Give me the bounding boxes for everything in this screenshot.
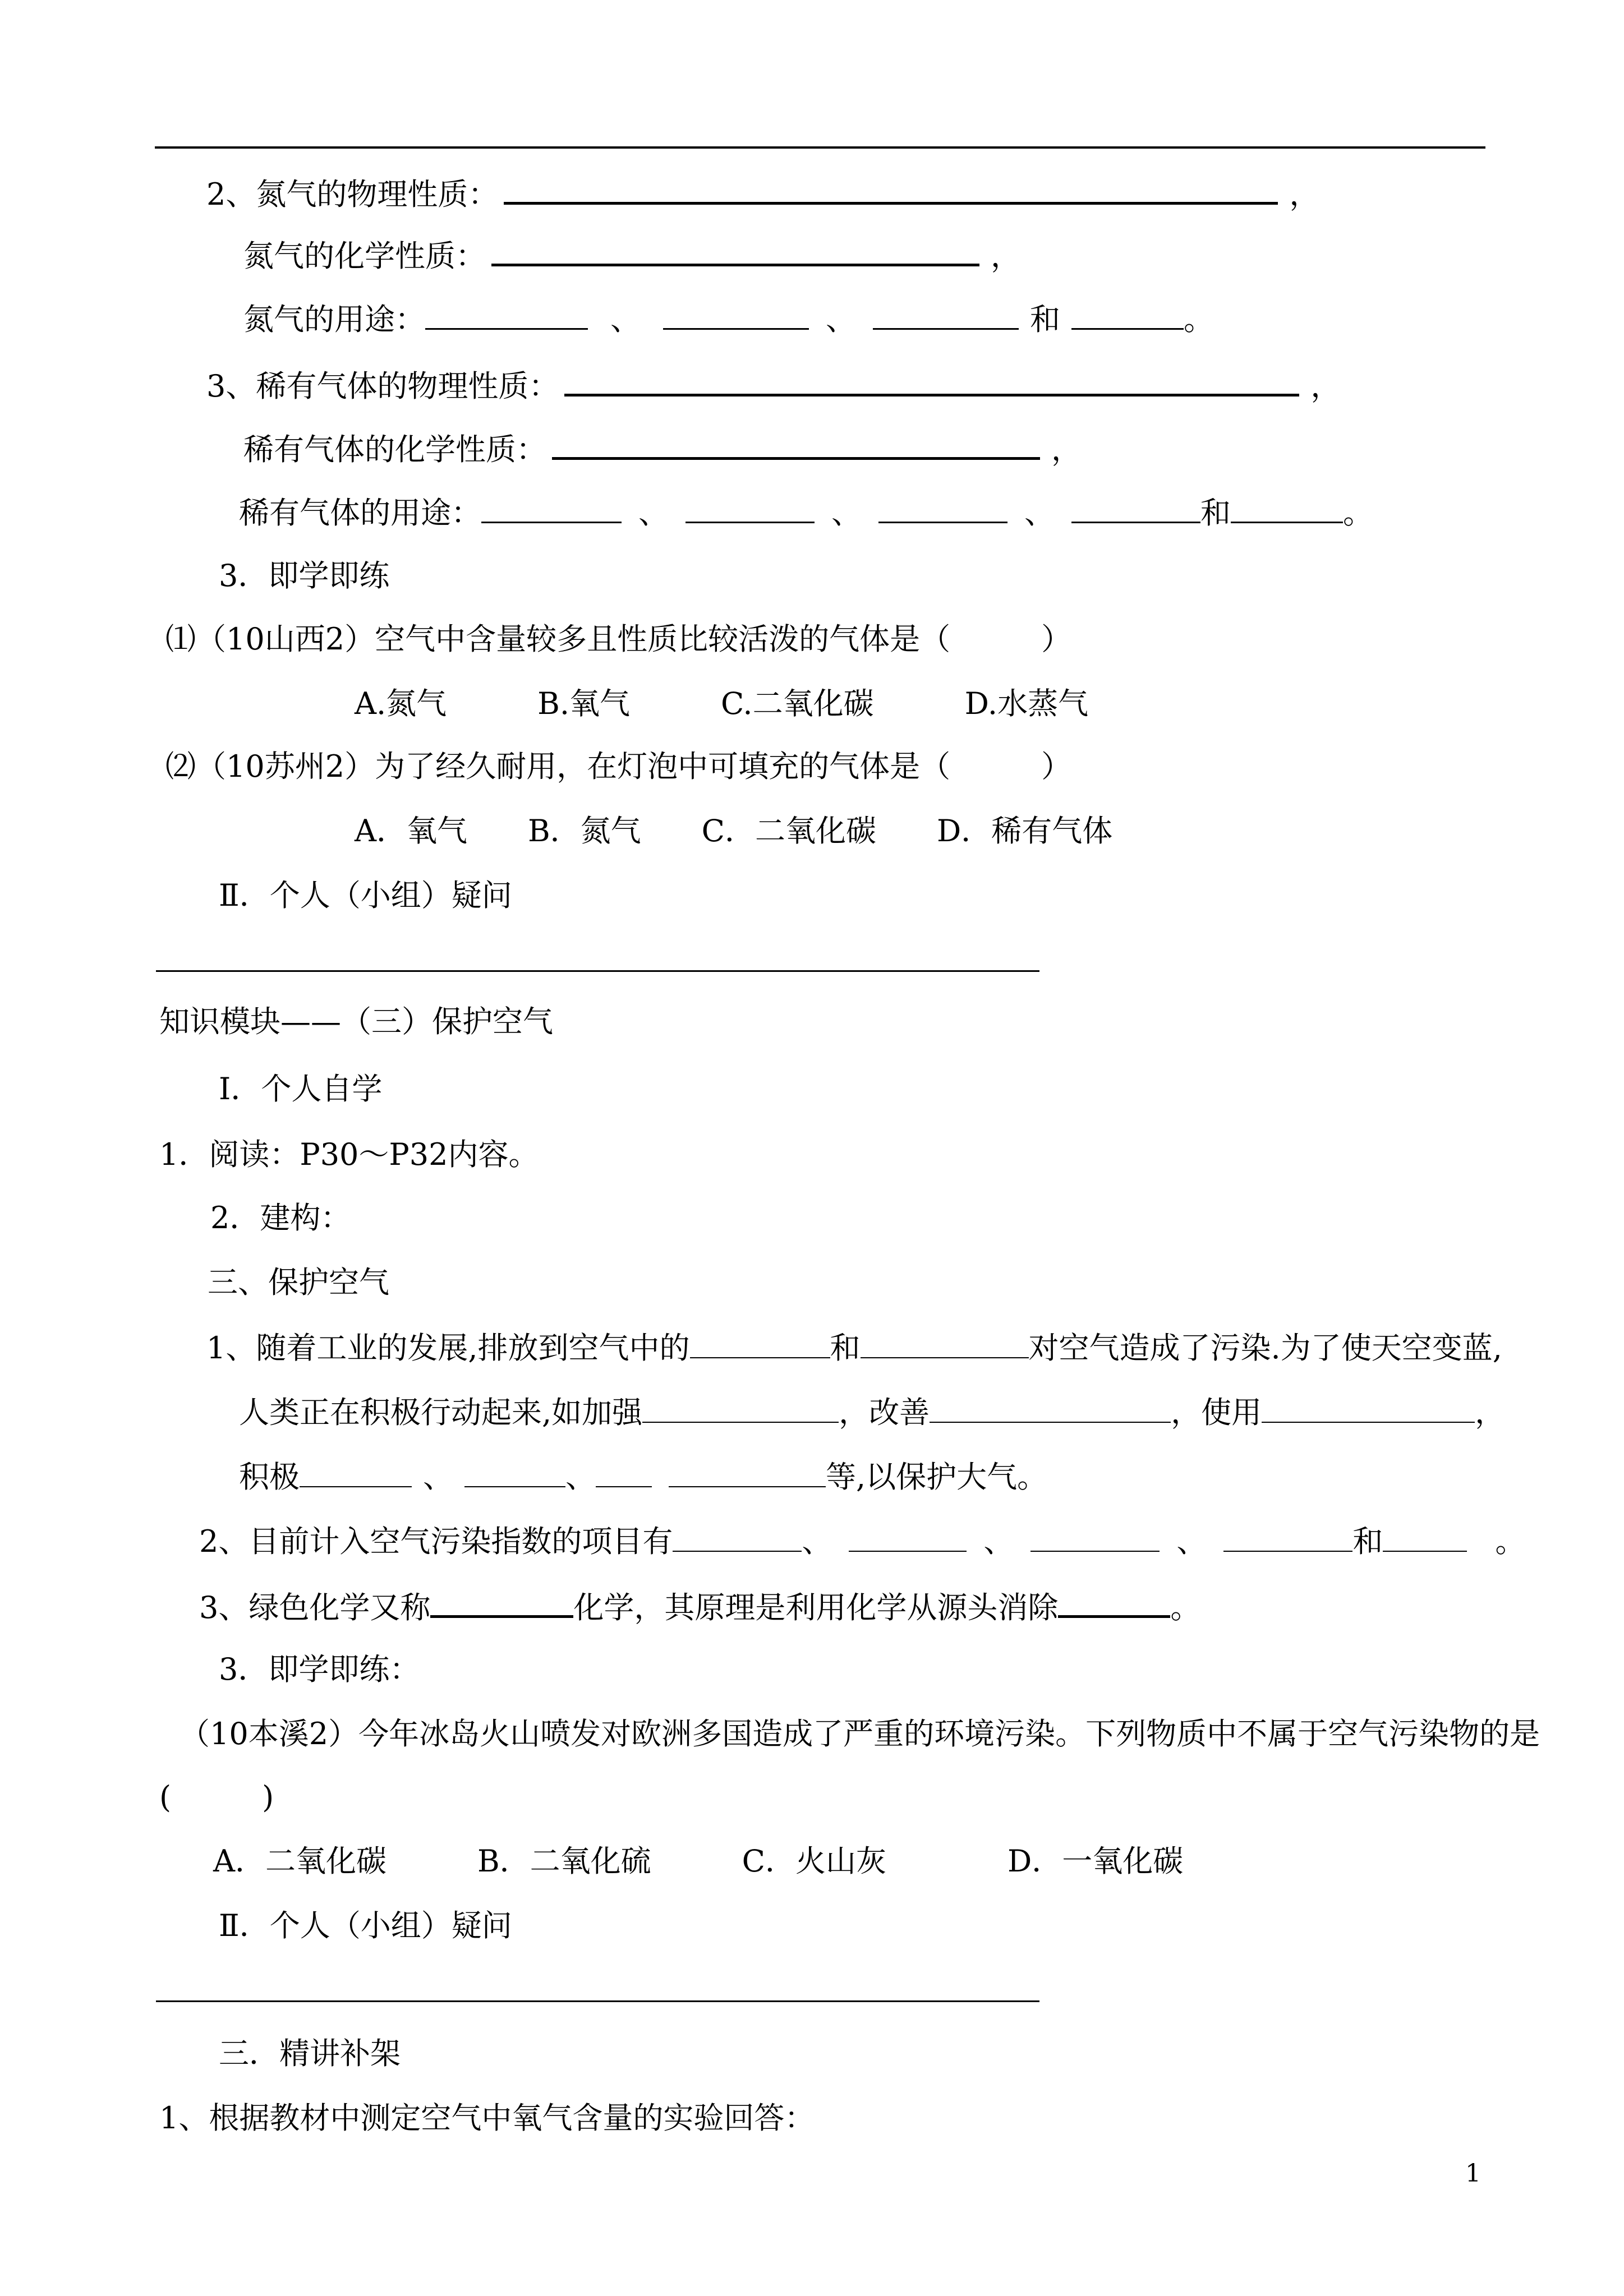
- label: 氮气的用途：: [243, 302, 425, 337]
- question-1: ⑴（10山西2）空气中含量较多且性质比较活泼的气体是（ ）: [165, 621, 1072, 657]
- rare-gas-physical: [206, 366, 1341, 404]
- text: 人类正在积极行动起来,如加强: [239, 1395, 643, 1430]
- text: 积极: [239, 1459, 300, 1495]
- question-1-options[interactable]: A.氮气 B.氧气 C.二氧化碳 D.水蒸气: [355, 686, 1089, 721]
- answer-rule[interactable]: [156, 970, 1039, 972]
- pollution-index: [199, 1523, 1525, 1560]
- answer-rule-2[interactable]: [156, 2000, 1039, 2002]
- blank[interactable]: [849, 1523, 967, 1552]
- practice-title-2: 3．即学即练：: [219, 1652, 420, 1687]
- header-rule: [155, 146, 1485, 149]
- text: 2、目前计入空气污染指数的项目有: [199, 1524, 673, 1559]
- blank[interactable]: [861, 1329, 1029, 1358]
- doubt-heading: Ⅱ．个人（小组）疑问: [219, 878, 512, 913]
- blank[interactable]: [873, 300, 1019, 330]
- label: 稀有气体的化学性质：: [243, 432, 546, 467]
- text: 、: [565, 1459, 596, 1495]
- nitrogen-physical: [206, 174, 1319, 213]
- blank[interactable]: [642, 1394, 839, 1423]
- blank[interactable]: [564, 366, 1299, 397]
- sep: 、: [802, 1524, 832, 1559]
- blank[interactable]: [491, 236, 979, 266]
- blank[interactable]: [552, 429, 1040, 460]
- green-chemistry: [199, 1587, 1200, 1626]
- blank[interactable]: [878, 494, 1007, 523]
- page-number: 1: [1465, 2159, 1481, 2188]
- blank[interactable]: [690, 1329, 830, 1358]
- blank[interactable]: [1223, 1523, 1352, 1552]
- build: 2．建构：: [210, 1200, 351, 1235]
- text: 等,以保护大气。: [826, 1459, 1048, 1495]
- nitrogen-chemical: [243, 236, 1021, 274]
- nitrogen-uses: [243, 300, 1214, 338]
- blank[interactable]: [425, 300, 588, 330]
- question-2-options[interactable]: A．氧气 B．氮气 C．二氧化碳 D．稀有气体: [355, 813, 1113, 849]
- text: ，使用: [1171, 1395, 1262, 1430]
- blank[interactable]: [1058, 1587, 1170, 1618]
- text: 对空气造成了污染.为了使天空变蓝,: [1028, 1330, 1502, 1366]
- blank[interactable]: [430, 1587, 573, 1618]
- text: 。: [1170, 1590, 1201, 1625]
- comma: ，: [1051, 432, 1082, 467]
- blank[interactable]: [930, 1394, 1171, 1423]
- comma: ，: [1310, 368, 1341, 404]
- and: 和: [1200, 495, 1231, 531]
- blank[interactable]: [481, 494, 622, 523]
- protect-line-2: [239, 1394, 1505, 1431]
- blank[interactable]: [596, 1458, 652, 1487]
- text: ，改善: [839, 1395, 930, 1430]
- sep: 、: [638, 495, 669, 531]
- blank[interactable]: [673, 1523, 802, 1552]
- and: 和: [1352, 1524, 1383, 1559]
- sep: 、: [831, 495, 862, 531]
- blank[interactable]: [1262, 1394, 1475, 1423]
- end: 。: [1495, 1524, 1526, 1559]
- module-title: 知识模块——（三）保护空气: [159, 1004, 553, 1039]
- protect-line-3: [239, 1458, 1047, 1495]
- blank[interactable]: [663, 300, 809, 330]
- blank[interactable]: [1231, 494, 1343, 523]
- sep: 、: [1176, 1524, 1207, 1559]
- blank[interactable]: [464, 1458, 565, 1487]
- blank[interactable]: [1030, 1523, 1160, 1552]
- text: 化学，其原理是利用化学从源头消除: [573, 1590, 1059, 1625]
- sep: 、: [1024, 495, 1055, 531]
- protect-line-1: [206, 1329, 1502, 1366]
- text: 、: [423, 1459, 453, 1495]
- label: 3、稀有气体的物理性质：: [206, 368, 559, 404]
- text: 1、随着工业的发展,排放到空气中的: [206, 1330, 690, 1366]
- label: 氮气的化学性质：: [243, 238, 486, 274]
- comma: ，: [1289, 177, 1320, 212]
- label: 2、氮气的物理性质：: [206, 177, 499, 212]
- section-heading: 三、保护空气: [208, 1265, 389, 1300]
- comma: ，: [991, 238, 1021, 274]
- and: 和: [1030, 302, 1060, 337]
- sep: 、: [826, 302, 856, 337]
- end: 。: [1184, 302, 1214, 337]
- blank[interactable]: [669, 1458, 826, 1487]
- question-3-options[interactable]: A．二氧化碳 B．二氧化硫 C．火山灰 D．一氧化碳: [213, 1843, 1184, 1879]
- question-2: ⑵（10苏州2）为了经久耐用，在灯泡中可填充的气体是（ ）: [165, 749, 1072, 784]
- practice-title: 3．即学即练: [219, 558, 390, 593]
- blank[interactable]: [504, 174, 1278, 205]
- blank[interactable]: [300, 1458, 412, 1487]
- rare-gas-chemical: [243, 429, 1082, 468]
- sep: 、: [983, 1524, 1014, 1559]
- end: 。: [1343, 495, 1373, 531]
- text: 3、绿色化学又称: [199, 1590, 431, 1625]
- rare-gas-uses: [239, 494, 1373, 531]
- blank[interactable]: [1071, 494, 1200, 523]
- label: 稀有气体的用途：: [239, 495, 481, 531]
- blank[interactable]: [1071, 300, 1184, 330]
- lecture-question-1: 1、根据教材中测定空气中氧气含量的实验回答：: [159, 2100, 815, 2136]
- sep: 、: [610, 302, 641, 337]
- self-study: Ⅰ．个人自学: [219, 1071, 383, 1106]
- reading: 1．阅读：P30～P32内容。: [159, 1137, 539, 1172]
- blank[interactable]: [1383, 1523, 1467, 1552]
- lecture-title: 三．精讲补架: [219, 2036, 401, 2071]
- question-3: （10本溪2）今年冰岛火山喷发对欧洲多国造成了严重的环境污染。下列物质中不属于空气污染物的是: [180, 1716, 1540, 1751]
- text: 和: [830, 1330, 861, 1366]
- blank[interactable]: [686, 494, 815, 523]
- doubt-heading-2: Ⅱ．个人（小组）疑问: [219, 1908, 512, 1943]
- text: ，: [1475, 1395, 1506, 1430]
- question-3-paren: ( ): [159, 1779, 274, 1815]
